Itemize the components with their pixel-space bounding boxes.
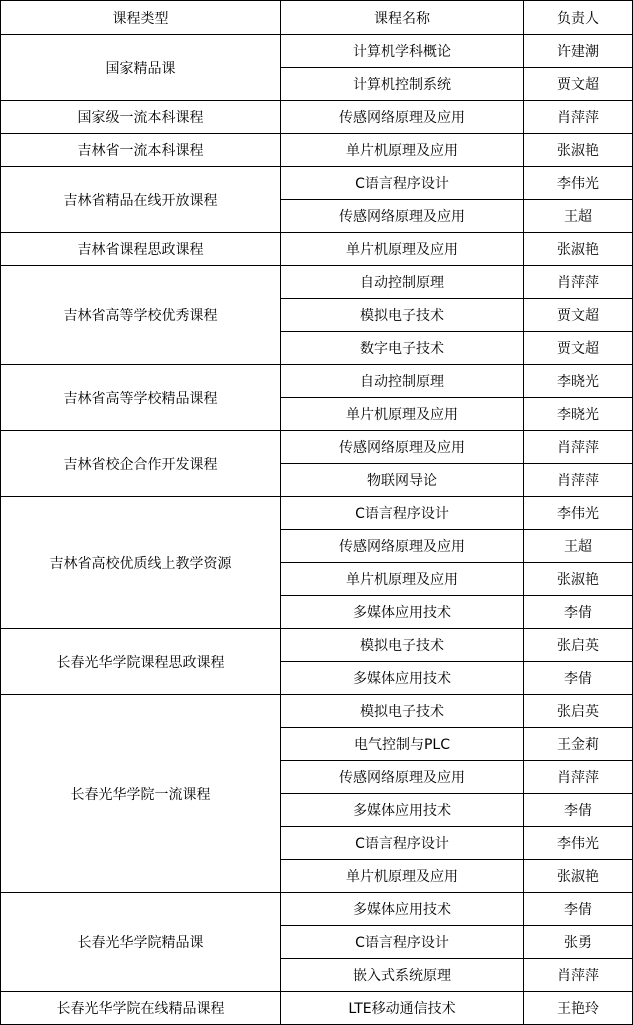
table-row — [1, 134, 633, 167]
course-name-cell: C语言程序设计 — [281, 827, 524, 860]
owner-cell: 肖萍萍 — [524, 959, 633, 992]
owner-cell: 贾文超 — [524, 68, 633, 101]
course-name-cell: C语言程序设计 — [281, 497, 524, 530]
course-name-cell: 传感网络原理及应用 — [281, 200, 524, 233]
owner-cell: 李倩 — [524, 893, 633, 926]
table-row — [1, 233, 633, 266]
course-name-cell: 自动控制原理 — [281, 365, 524, 398]
course-type-cell: 吉林省一流本科课程 — [1, 134, 281, 167]
table-row — [1, 629, 633, 662]
course-name-cell: 模拟电子技术 — [281, 299, 524, 332]
course-name-cell: 单片机原理及应用 — [281, 134, 524, 167]
owner-cell: 张淑艳 — [524, 860, 633, 893]
course-name-cell: 嵌入式系统原理 — [281, 959, 524, 992]
course-name-cell: 电气控制与PLC — [281, 728, 524, 761]
owner-cell: 贾文超 — [524, 299, 633, 332]
owner-cell: 王超 — [524, 200, 633, 233]
owner-cell: 王金莉 — [524, 728, 633, 761]
course-name-cell: 单片机原理及应用 — [281, 860, 524, 893]
course-name-cell: 多媒体应用技术 — [281, 794, 524, 827]
course-name-cell: 计算机控制系统 — [281, 68, 524, 101]
course-type-cell: 长春光华学院精品课 — [1, 893, 281, 992]
course-name-cell: 模拟电子技术 — [281, 629, 524, 662]
course-name-cell: C语言程序设计 — [281, 167, 524, 200]
course-name-cell: 单片机原理及应用 — [281, 398, 524, 431]
owner-cell: 肖萍萍 — [524, 266, 633, 299]
table-row — [1, 365, 633, 398]
header-course-name: 课程名称 — [281, 1, 524, 35]
table-row — [1, 992, 633, 1025]
owner-cell: 肖萍萍 — [524, 464, 633, 497]
owner-cell: 张启英 — [524, 695, 633, 728]
course-type-cell: 国家精品课 — [1, 35, 281, 101]
table-row — [1, 266, 633, 299]
header-course-type: 课程类型 — [1, 1, 281, 35]
owner-cell: 肖萍萍 — [524, 101, 633, 134]
owner-cell: 张淑艳 — [524, 563, 633, 596]
table-row — [1, 695, 633, 728]
course-name-cell: 传感网络原理及应用 — [281, 431, 524, 464]
course-type-cell: 吉林省高等学校精品课程 — [1, 365, 281, 431]
course-name-cell: 计算机学科概论 — [281, 35, 524, 68]
course-type-cell: 长春光华学院课程思政课程 — [1, 629, 281, 695]
course-name-cell: 自动控制原理 — [281, 266, 524, 299]
owner-cell: 张启英 — [524, 629, 633, 662]
course-name-cell: 传感网络原理及应用 — [281, 101, 524, 134]
course-type-cell: 吉林省校企合作开发课程 — [1, 431, 281, 497]
owner-cell: 许建潮 — [524, 35, 633, 68]
owner-cell: 张淑艳 — [524, 233, 633, 266]
table-row — [1, 101, 633, 134]
owner-cell: 王超 — [524, 530, 633, 563]
course-type-cell: 长春光华学院在线精品课程 — [1, 992, 281, 1025]
course-name-cell: 单片机原理及应用 — [281, 563, 524, 596]
owner-cell: 王艳玲 — [524, 992, 633, 1025]
owner-cell: 李倩 — [524, 662, 633, 695]
owner-cell: 李倩 — [524, 596, 633, 629]
course-name-cell: 数字电子技术 — [281, 332, 524, 365]
owner-cell: 李晓光 — [524, 365, 633, 398]
header-row — [1, 1, 633, 35]
course-name-cell: 模拟电子技术 — [281, 695, 524, 728]
table-header — [1, 1, 633, 35]
course-name-cell: 传感网络原理及应用 — [281, 761, 524, 794]
table-row — [1, 431, 633, 464]
table-row — [1, 167, 633, 200]
course-name-cell: 物联网导论 — [281, 464, 524, 497]
course-name-cell: 传感网络原理及应用 — [281, 530, 524, 563]
table-body — [1, 35, 633, 1025]
owner-cell: 贾文超 — [524, 332, 633, 365]
owner-cell: 肖萍萍 — [524, 761, 633, 794]
owner-cell: 李倩 — [524, 794, 633, 827]
course-name-cell: 多媒体应用技术 — [281, 893, 524, 926]
header-owner: 负责人 — [524, 1, 633, 35]
owner-cell: 李伟光 — [524, 827, 633, 860]
course-name-cell: C语言程序设计 — [281, 926, 524, 959]
owner-cell: 李晓光 — [524, 398, 633, 431]
owner-cell: 张勇 — [524, 926, 633, 959]
course-name-cell: LTE移动通信技术 — [281, 992, 524, 1025]
owner-cell: 李伟光 — [524, 167, 633, 200]
course-name-cell: 多媒体应用技术 — [281, 596, 524, 629]
course-type-cell: 国家级一流本科课程 — [1, 101, 281, 134]
owner-cell: 李伟光 — [524, 497, 633, 530]
table-row — [1, 35, 633, 68]
course-type-cell: 吉林省精品在线开放课程 — [1, 167, 281, 233]
course-type-cell: 吉林省课程思政课程 — [1, 233, 281, 266]
course-name-cell: 单片机原理及应用 — [281, 233, 524, 266]
course-type-cell: 吉林省高等学校优秀课程 — [1, 266, 281, 365]
course-type-cell: 吉林省高校优质线上教学资源 — [1, 497, 281, 629]
owner-cell: 张淑艳 — [524, 134, 633, 167]
table-row — [1, 497, 633, 530]
owner-cell: 肖萍萍 — [524, 431, 633, 464]
course-name-cell: 多媒体应用技术 — [281, 662, 524, 695]
course-type-cell: 长春光华学院一流课程 — [1, 695, 281, 893]
table-row — [1, 893, 633, 926]
